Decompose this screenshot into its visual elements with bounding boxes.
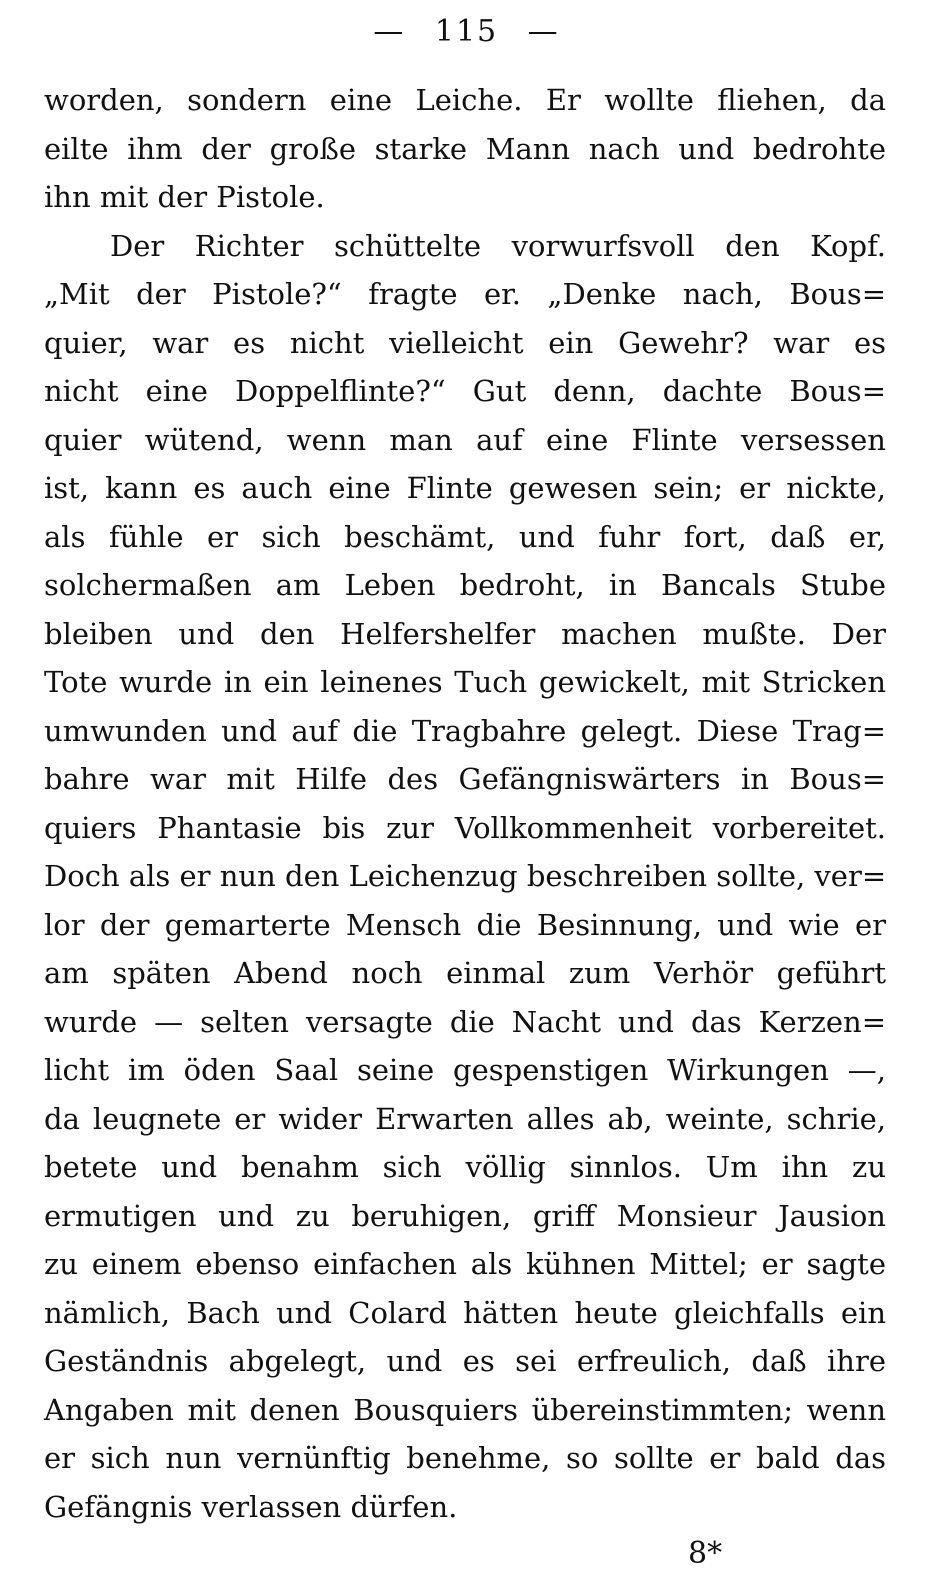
text-line: nicht eine Doppelflinte?“ Gut denn, dachte Bous= [44, 374, 886, 408]
text-line: quiers Phantasie bis zur Vollkommenheit vorbereitet. [44, 810, 886, 845]
text-line: Tote wurde in ein leinenes Tuch gewickelt, mit Stricken [44, 665, 886, 699]
text-line: Angaben mit denen Bousquiers übereinstimmten; wenn [44, 1392, 886, 1427]
text-line: quier wütend, wenn man auf eine Flinte versessen [44, 422, 886, 457]
body-text [44, 76, 886, 1531]
text-line: solchermaßen am Leben bedroht, in Bancals Stube [44, 568, 886, 602]
text-line: „Mit der Pistole?“ fragte er. „Denke nach, Bous= [44, 277, 886, 311]
text-line: Gefängnis verlassen dürfen. [44, 1489, 458, 1524]
text-line: ist, kann es auch eine Flinte gewesen sein; er nickte, [44, 471, 886, 505]
text-line: lor der gemarterte Mensch die Besinnung, und wie er [44, 907, 886, 942]
text-line: Der Richter schüttelte vorwurfsvoll den Kopf. [110, 228, 886, 263]
text-line: eilte ihm der große starke Mann nach und bedrohte [44, 131, 886, 166]
page-number: 115 [434, 14, 499, 49]
text-line: umwunden und auf die Tragbahre gelegt. Diese Trag= [44, 713, 886, 748]
printer-signature-mark: 8* [688, 1536, 723, 1571]
page-header [0, 14, 933, 49]
text-line: betete und benahm sich völlig sinnlos. Um ihn zu [44, 1150, 886, 1184]
text-line: nämlich, Bach und Colard hätten heute gleichfalls ein [44, 1295, 886, 1330]
text-line: worden, sondern eine Leiche. Er wollte fliehen, da [44, 83, 886, 117]
text-line: zu einem ebenso einfachen als kühnen Mittel; er sagte [44, 1247, 886, 1281]
text-line: bleiben und den Helfershelfer machen mußte. Der [44, 616, 886, 651]
text-line: Geständnis abgelegt, und es sei erfreulich, daß ihre [44, 1344, 886, 1378]
text-line: quier, war es nicht vielleicht ein Gewehr? war es [44, 325, 886, 360]
text-line: ermutigen und zu beruhigen, griff Monsieur Jausion [44, 1198, 886, 1233]
text-line: ihn mit der Pistole. [44, 180, 325, 214]
header-dash-left: — [373, 14, 406, 49]
text-line: Doch als er nun den Leichenzug beschreiben sollte, ver= [44, 859, 887, 893]
text-line: bahre war mit Hilfe des Gefängniswärters in Bous= [44, 762, 886, 796]
header-dash-right: — [527, 14, 560, 49]
text-line: wurde — selten versagte die Nacht und das Kerzen= [44, 1004, 886, 1039]
text-line: licht im öden Saal seine gespenstigen Wirkungen —, [44, 1053, 886, 1087]
text-line: am späten Abend noch einmal zum Verhör geführt [44, 956, 886, 990]
text-line: als fühle er sich beschämt, und fuhr fort, daß er, [44, 519, 886, 554]
text-line: er sich nun vernünftig benehme, so sollte er bald das [44, 1441, 886, 1475]
text-line: da leugnete er wider Erwarten alles ab, weinte, schrie, [44, 1101, 886, 1136]
